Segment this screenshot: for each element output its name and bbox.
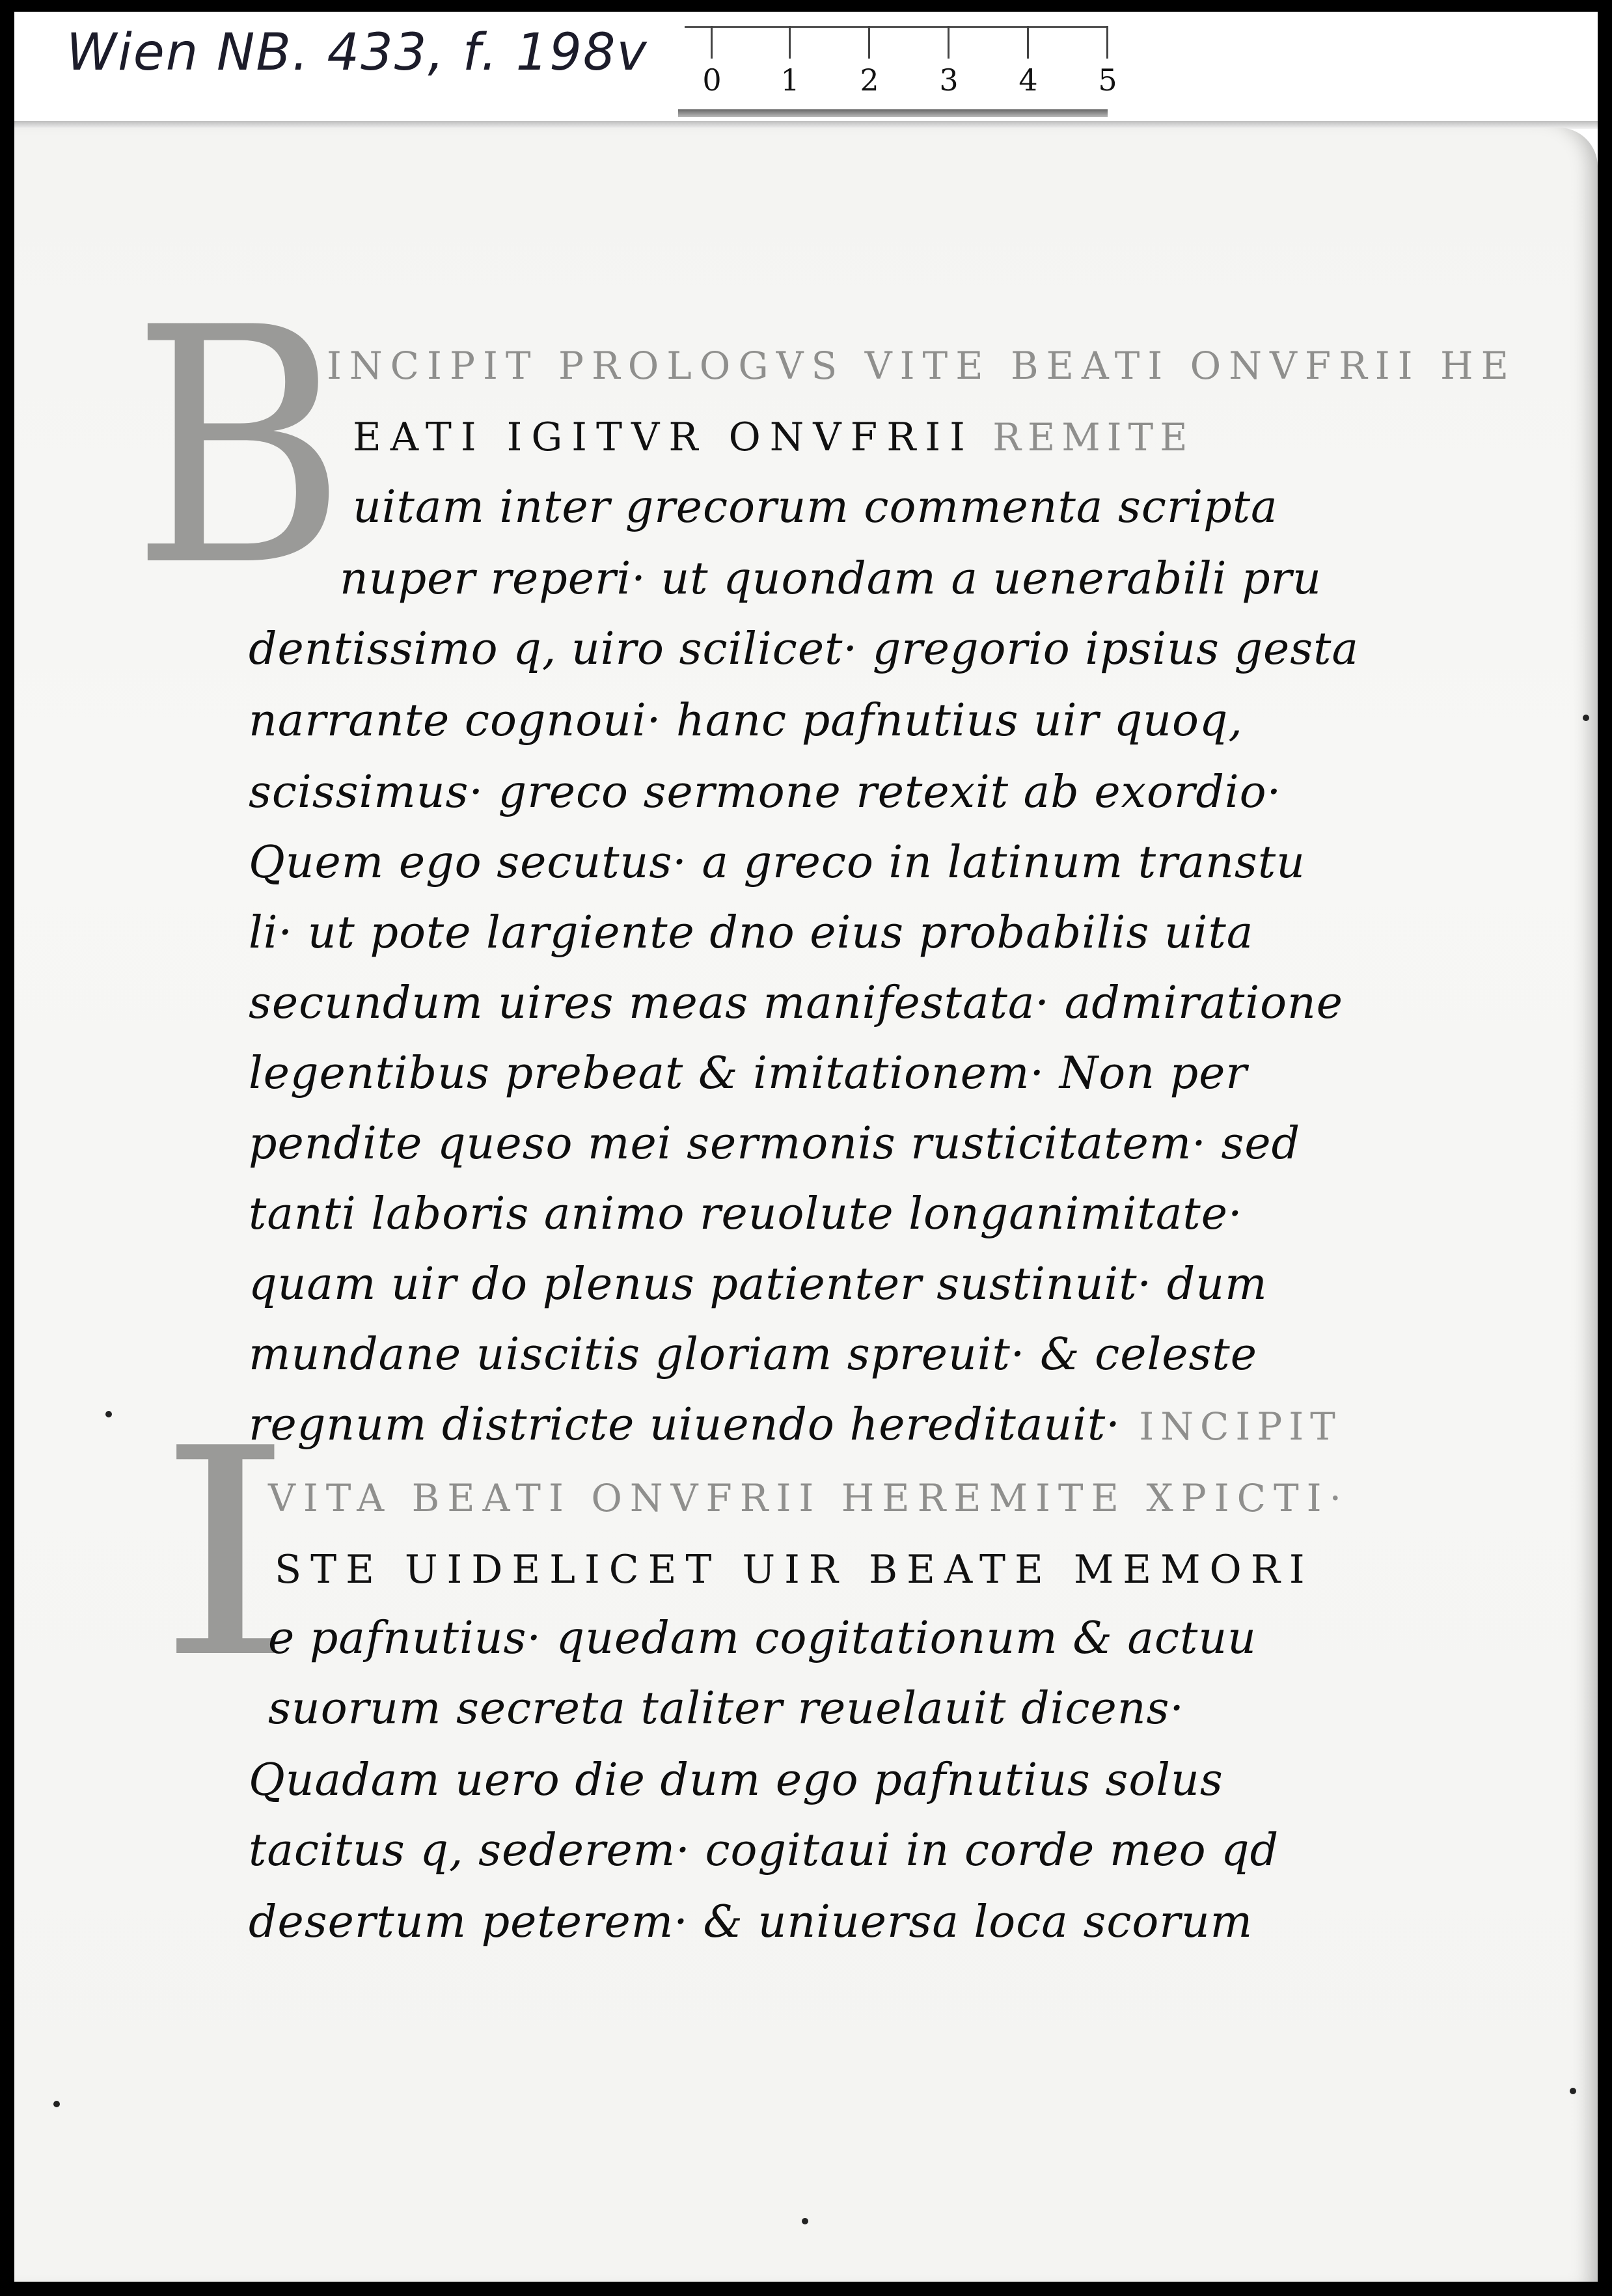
decorated-initial-b: B xyxy=(131,258,347,637)
manuscript-line xyxy=(249,767,1281,818)
manuscript-line xyxy=(268,1613,1257,1664)
manuscript-line xyxy=(249,623,1359,675)
line-text: regnum districte uiuendo hereditauit· xyxy=(249,1399,1121,1451)
manuscript-line xyxy=(249,1259,1268,1310)
line-text: scissimus· greco sermone retexit ab exordio· xyxy=(249,767,1282,818)
line-text: dentissimo q, uiro scilicet· gregorio ipsius gesta xyxy=(249,623,1359,675)
scale-tick xyxy=(868,26,870,59)
scale-baseline xyxy=(685,26,1108,28)
line-text: mundane uiscitis gloriam spreuit· & celeste xyxy=(249,1329,1257,1380)
photo-frame xyxy=(14,12,1598,2282)
line-text: narrante cognoui· hanc pafnutius uir quoq, xyxy=(249,695,1244,746)
line-text: tanti laboris animo reuolute longanimitate· xyxy=(249,1188,1243,1240)
rubric-text: INCIPIT xyxy=(1120,1404,1342,1449)
manuscript-line xyxy=(249,695,1243,746)
line-text: Quadam uero die dum ego pafnutius solus xyxy=(249,1755,1223,1806)
rubric-text: EATI IGITVR ONVFRII xyxy=(353,415,974,460)
line-text: Quem ego secutus· a greco in latinum transtu xyxy=(249,837,1305,888)
manuscript-line xyxy=(268,1471,1349,1522)
line-text: e pafnutius· quedam cogitationum & actuu xyxy=(268,1613,1257,1664)
manuscript-line xyxy=(340,553,1322,605)
speck xyxy=(1570,2088,1576,2094)
manuscript-line xyxy=(249,907,1253,959)
manuscript-line xyxy=(249,837,1305,888)
line-text: tacitus q, sederem· cogitaui in corde meo qd xyxy=(249,1825,1279,1876)
line-text: desertum peterem· & uniuersa loca scorum xyxy=(249,1896,1253,1948)
manuscript-line xyxy=(275,1542,1314,1594)
manuscript-line xyxy=(249,1048,1248,1099)
decorated-initial-i: I xyxy=(157,1387,294,1721)
scale-tick xyxy=(789,26,791,59)
manuscript-line xyxy=(353,482,1278,533)
measurement-scale xyxy=(685,18,1140,116)
rubric-text: REMITE xyxy=(974,415,1194,459)
line-text: secundum uires meas manifestata· admiratione xyxy=(249,977,1344,1029)
line-text: legentibus prebeat & imitationem· Non per xyxy=(249,1048,1248,1099)
manuscript-line xyxy=(268,1683,1184,1734)
speck xyxy=(802,2218,808,2224)
line-text: uitam inter grecorum commenta scripta xyxy=(353,482,1278,533)
manuscript-line xyxy=(249,1118,1300,1169)
scale-label: 0 xyxy=(702,62,722,98)
manuscript-line xyxy=(249,1825,1279,1876)
scale-label: 1 xyxy=(780,62,800,98)
manuscript-line xyxy=(249,1188,1243,1240)
rubric-text: STE UIDELICET UIR BEATE MEMORI xyxy=(275,1547,1314,1592)
manuscript-line xyxy=(249,1399,1342,1451)
speck xyxy=(105,1411,112,1417)
scale-label: 5 xyxy=(1098,62,1117,98)
speck xyxy=(1583,715,1589,721)
scale-label: 4 xyxy=(1018,62,1038,98)
archive-label-strip xyxy=(14,12,1598,122)
manuscript-line xyxy=(249,1329,1257,1380)
line-text: pendite queso mei sermonis rusticitatem· sed xyxy=(249,1118,1301,1169)
scale-label: 2 xyxy=(860,62,879,98)
scale-bar xyxy=(678,109,1108,117)
scale-tick xyxy=(1027,26,1029,59)
rubric-text: INCIPIT PROLOGVS VITE BEATI ONVFRII HE xyxy=(327,344,1516,388)
scale-label: 3 xyxy=(939,62,959,98)
scale-tick xyxy=(711,26,713,59)
manuscript-line xyxy=(353,410,1194,461)
manuscript-line xyxy=(249,977,1343,1029)
scale-tick xyxy=(948,26,949,59)
line-text: suorum secreta taliter reuelauit dicens· xyxy=(268,1683,1185,1734)
manuscript-line xyxy=(249,1755,1223,1806)
line-text: nuper reperi· ut quondam a uenerabili pru xyxy=(340,553,1322,605)
manuscript-line xyxy=(327,338,1516,390)
scale-tick xyxy=(1106,26,1108,59)
rubric-text: VITA BEATI ONVFRII HEREMITE XPICTI· xyxy=(268,1476,1350,1520)
line-text: quam uir do plenus patienter sustinuit· dum xyxy=(249,1259,1268,1310)
shelfmark-label: Wien NB. 433, f. 198v xyxy=(66,23,648,82)
manuscript-line xyxy=(249,1896,1253,1948)
speck xyxy=(53,2101,60,2107)
line-text: li· ut pote largiente dno eius probabilis uita xyxy=(249,907,1254,959)
